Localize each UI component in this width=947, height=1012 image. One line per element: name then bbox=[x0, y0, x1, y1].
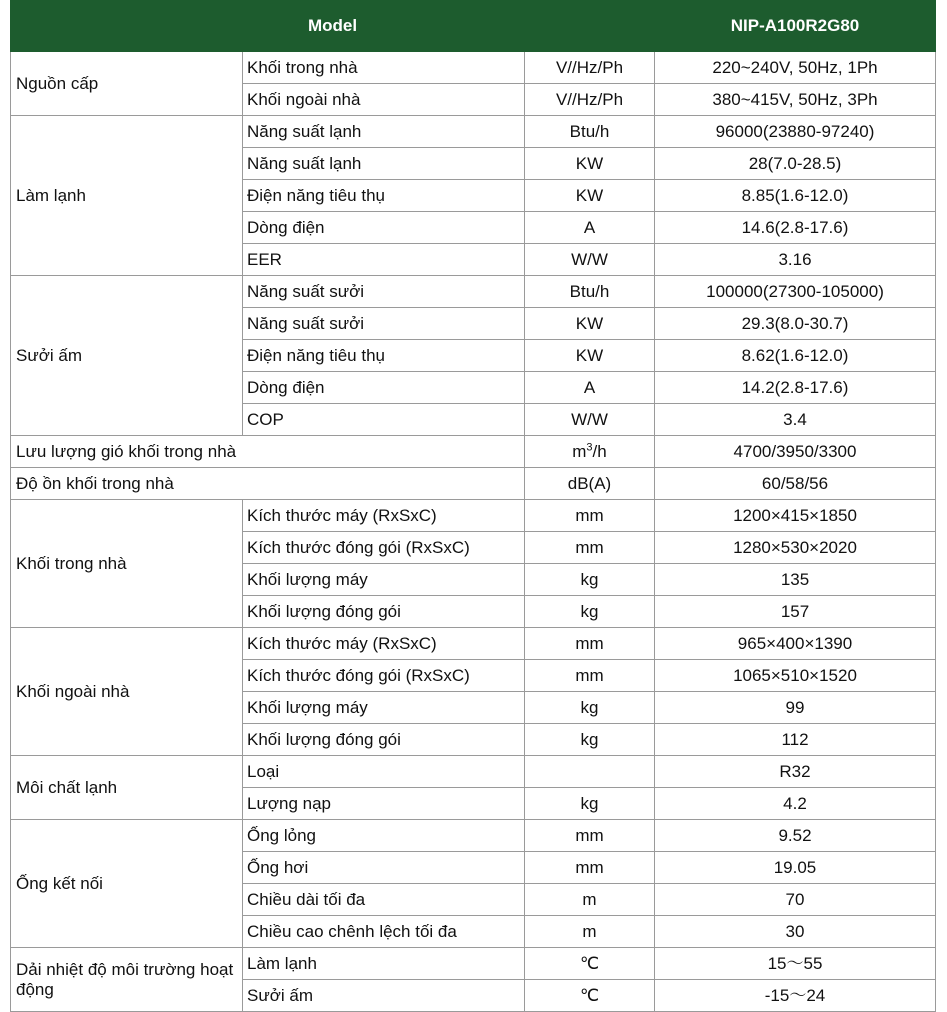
value-cell: 380~415V, 50Hz, 3Ph bbox=[655, 84, 936, 116]
value-cell: -15～24 bbox=[655, 980, 936, 1012]
item-cell: Dòng điện bbox=[243, 212, 525, 244]
item-cell: Kích thước máy (RxSxC) bbox=[243, 628, 525, 660]
value-cell: 1065×510×1520 bbox=[655, 660, 936, 692]
value-cell: 14.6(2.8-17.6) bbox=[655, 212, 936, 244]
unit-cell: V//Hz/Ph bbox=[525, 84, 655, 116]
value-cell: 157 bbox=[655, 596, 936, 628]
unit-tail: /h bbox=[592, 441, 607, 461]
item-cell: EER bbox=[243, 244, 525, 276]
item-cell: Sưởi ấm bbox=[243, 980, 525, 1012]
item-cell: Khối lượng máy bbox=[243, 564, 525, 596]
unit-cell: KW bbox=[525, 180, 655, 212]
unit-cell: kg bbox=[525, 596, 655, 628]
item-cell: Ống hơi bbox=[243, 852, 525, 884]
item-cell: Năng suất lạnh bbox=[243, 148, 525, 180]
spec-table bbox=[10, 0, 936, 1012]
unit-cell bbox=[525, 436, 655, 468]
unit-cell: KW bbox=[525, 308, 655, 340]
unit-cell: ℃ bbox=[525, 948, 655, 980]
unit-cell: V//Hz/Ph bbox=[525, 52, 655, 84]
unit-base: m bbox=[572, 441, 587, 461]
item-cell: Khối lượng đóng gói bbox=[243, 724, 525, 756]
table-row bbox=[11, 52, 936, 84]
unit-cell: m bbox=[525, 884, 655, 916]
unit-cell: A bbox=[525, 212, 655, 244]
value-cell: 8.62(1.6-12.0) bbox=[655, 340, 936, 372]
unit-cell: m bbox=[525, 916, 655, 948]
unit-cell: kg bbox=[525, 564, 655, 596]
unit-cell: KW bbox=[525, 340, 655, 372]
value-cell: 96000(23880-97240) bbox=[655, 116, 936, 148]
item-cell: Năng suất sưởi bbox=[243, 276, 525, 308]
item-cell: Điện năng tiêu thụ bbox=[243, 340, 525, 372]
value-cell: 28(7.0-28.5) bbox=[655, 148, 936, 180]
spec-body bbox=[11, 52, 936, 1012]
item-cell: Làm lạnh bbox=[243, 948, 525, 980]
row-label: Độ ồn khối trong nhà bbox=[11, 468, 525, 500]
value-cell: 1280×530×2020 bbox=[655, 532, 936, 564]
unit-cell: dB(A) bbox=[525, 468, 655, 500]
unit-cell: kg bbox=[525, 788, 655, 820]
item-cell: Dòng điện bbox=[243, 372, 525, 404]
group-label: Ống kết nối bbox=[11, 820, 243, 948]
item-cell: Kích thước máy (RxSxC) bbox=[243, 500, 525, 532]
unit-superscript: 3 bbox=[586, 440, 593, 453]
table-row bbox=[11, 628, 936, 660]
value-cell: 70 bbox=[655, 884, 936, 916]
value-cell: 14.2(2.8-17.6) bbox=[655, 372, 936, 404]
value-cell: 112 bbox=[655, 724, 936, 756]
item-cell: COP bbox=[243, 404, 525, 436]
unit-cell: mm bbox=[525, 820, 655, 852]
value-cell: 8.85(1.6-12.0) bbox=[655, 180, 936, 212]
value-cell: 3.4 bbox=[655, 404, 936, 436]
unit-cell: W/W bbox=[525, 404, 655, 436]
group-label: Khối trong nhà bbox=[11, 500, 243, 628]
value-cell: 1200×415×1850 bbox=[655, 500, 936, 532]
model-label: Model bbox=[11, 1, 655, 52]
unit-cell: A bbox=[525, 372, 655, 404]
table-row bbox=[11, 756, 936, 788]
item-cell: Kích thước đóng gói (RxSxC) bbox=[243, 660, 525, 692]
item-cell: Chiều cao chênh lệch tối đa bbox=[243, 916, 525, 948]
value-cell: 15～55 bbox=[655, 948, 936, 980]
value-cell: 4700/3950/3300 bbox=[655, 436, 936, 468]
unit-cell: mm bbox=[525, 852, 655, 884]
group-label: Sưởi ấm bbox=[11, 276, 243, 436]
group-label: Dải nhiệt độ môi trường hoạt động bbox=[11, 948, 243, 1012]
item-cell: Điện năng tiêu thụ bbox=[243, 180, 525, 212]
group-label: Làm lạnh bbox=[11, 116, 243, 276]
group-label: Nguồn cấp bbox=[11, 52, 243, 116]
group-label: Khối ngoài nhà bbox=[11, 628, 243, 756]
table-row bbox=[11, 500, 936, 532]
value-cell: 965×400×1390 bbox=[655, 628, 936, 660]
table-row bbox=[11, 436, 936, 468]
header-row bbox=[11, 1, 936, 52]
value-cell: 30 bbox=[655, 916, 936, 948]
item-cell: Năng suất lạnh bbox=[243, 116, 525, 148]
value-cell: 60/58/56 bbox=[655, 468, 936, 500]
unit-cell: kg bbox=[525, 724, 655, 756]
value-cell: 220~240V, 50Hz, 1Ph bbox=[655, 52, 936, 84]
item-cell: Lượng nạp bbox=[243, 788, 525, 820]
unit-cell: Btu/h bbox=[525, 116, 655, 148]
item-cell: Khối trong nhà bbox=[243, 52, 525, 84]
unit-cell: mm bbox=[525, 532, 655, 564]
row-label: Lưu lượng gió khối trong nhà bbox=[11, 436, 525, 468]
table-row bbox=[11, 276, 936, 308]
unit-cell: mm bbox=[525, 628, 655, 660]
item-cell: Ống lỏng bbox=[243, 820, 525, 852]
model-value: NIP-A100R2G80 bbox=[655, 1, 936, 52]
table-row bbox=[11, 468, 936, 500]
value-cell: 9.52 bbox=[655, 820, 936, 852]
item-cell: Khối lượng máy bbox=[243, 692, 525, 724]
unit-cell: Btu/h bbox=[525, 276, 655, 308]
unit-cell: mm bbox=[525, 660, 655, 692]
table-row bbox=[11, 820, 936, 852]
table-row bbox=[11, 948, 936, 980]
value-cell: R32 bbox=[655, 756, 936, 788]
value-cell: 4.2 bbox=[655, 788, 936, 820]
unit-cell: ℃ bbox=[525, 980, 655, 1012]
unit-cell: mm bbox=[525, 500, 655, 532]
unit-cell bbox=[525, 756, 655, 788]
value-cell: 100000(27300-105000) bbox=[655, 276, 936, 308]
value-cell: 3.16 bbox=[655, 244, 936, 276]
item-cell: Khối lượng đóng gói bbox=[243, 596, 525, 628]
table-row bbox=[11, 116, 936, 148]
group-label: Môi chất lạnh bbox=[11, 756, 243, 820]
unit-cell: KW bbox=[525, 148, 655, 180]
value-cell: 135 bbox=[655, 564, 936, 596]
value-cell: 29.3(8.0-30.7) bbox=[655, 308, 936, 340]
unit-cell: kg bbox=[525, 692, 655, 724]
item-cell: Loại bbox=[243, 756, 525, 788]
item-cell: Khối ngoài nhà bbox=[243, 84, 525, 116]
item-cell: Kích thước đóng gói (RxSxC) bbox=[243, 532, 525, 564]
value-cell: 99 bbox=[655, 692, 936, 724]
unit-cell: W/W bbox=[525, 244, 655, 276]
item-cell: Chiều dài tối đa bbox=[243, 884, 525, 916]
value-cell: 19.05 bbox=[655, 852, 936, 884]
item-cell: Năng suất sưởi bbox=[243, 308, 525, 340]
